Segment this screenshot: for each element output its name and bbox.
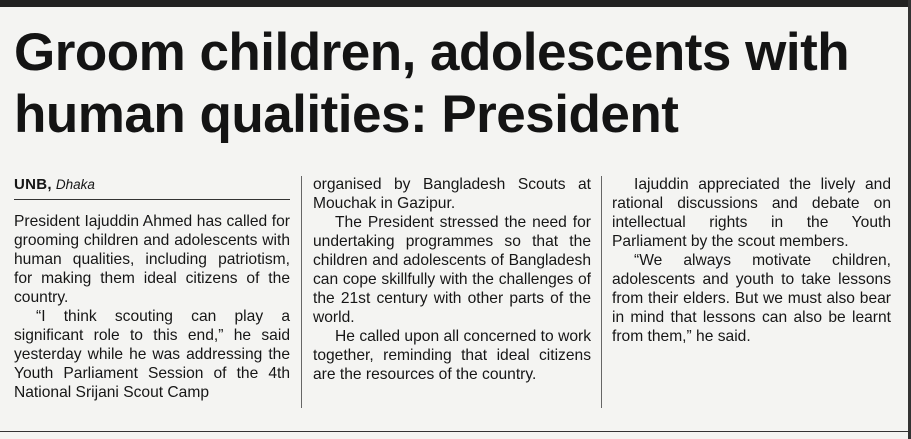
headline-line-2: human qualities: President [14, 85, 679, 144]
column-1-paragraph-2: “I think scouting can play a significant role to this end,” he said yesterday while he was addressing the Youth Parliament Session of the 4th National Srijani Scout Camp [14, 308, 290, 401]
column-2-paragraph-3: He called upon all concerned to work together, reminding that ideal citizens are the resources of the country. [313, 328, 591, 383]
column-2-paragraph-1: organised by Bangladesh Scouts at Mouchak in Gazipur. [313, 176, 591, 212]
column-2-paragraph-2: The President stressed the need for undertaking programmes so that the children and adolescents of Bangladesh can cope skillfully with the challenges of the 21st century with other parts of the world. [313, 214, 591, 326]
column-divider-1 [301, 176, 302, 408]
column-1-paragraph-1: President Iajuddin Ahmed has called for grooming children and adolescents with human qualities, including patriotism, for making them ideal citizens of the country. [14, 213, 290, 306]
headline-line-1: Groom children, adolescents with [14, 23, 850, 82]
bottom-border-rule [0, 431, 911, 432]
byline [14, 175, 290, 200]
article-headline [14, 22, 894, 146]
column-3-paragraph-2: “We always motivate children, adolescents and youth to take lessons from their elders. But we must also bear in mind that lessons can also be learnt from them,” he said. [612, 252, 891, 345]
byline-agency: UNB, [14, 176, 52, 193]
byline-city: Dhaka [55, 177, 95, 192]
column-3-paragraph-1: Iajuddin appreciated the lively and rational discussions and debate on intellectual rights in the Youth Parliament by the scout members. [612, 176, 891, 250]
article-column-1 [14, 175, 290, 402]
article-column-2 [313, 175, 591, 384]
top-border-rule [0, 0, 911, 7]
article-column-3 [612, 175, 891, 346]
column-divider-2 [601, 176, 602, 408]
